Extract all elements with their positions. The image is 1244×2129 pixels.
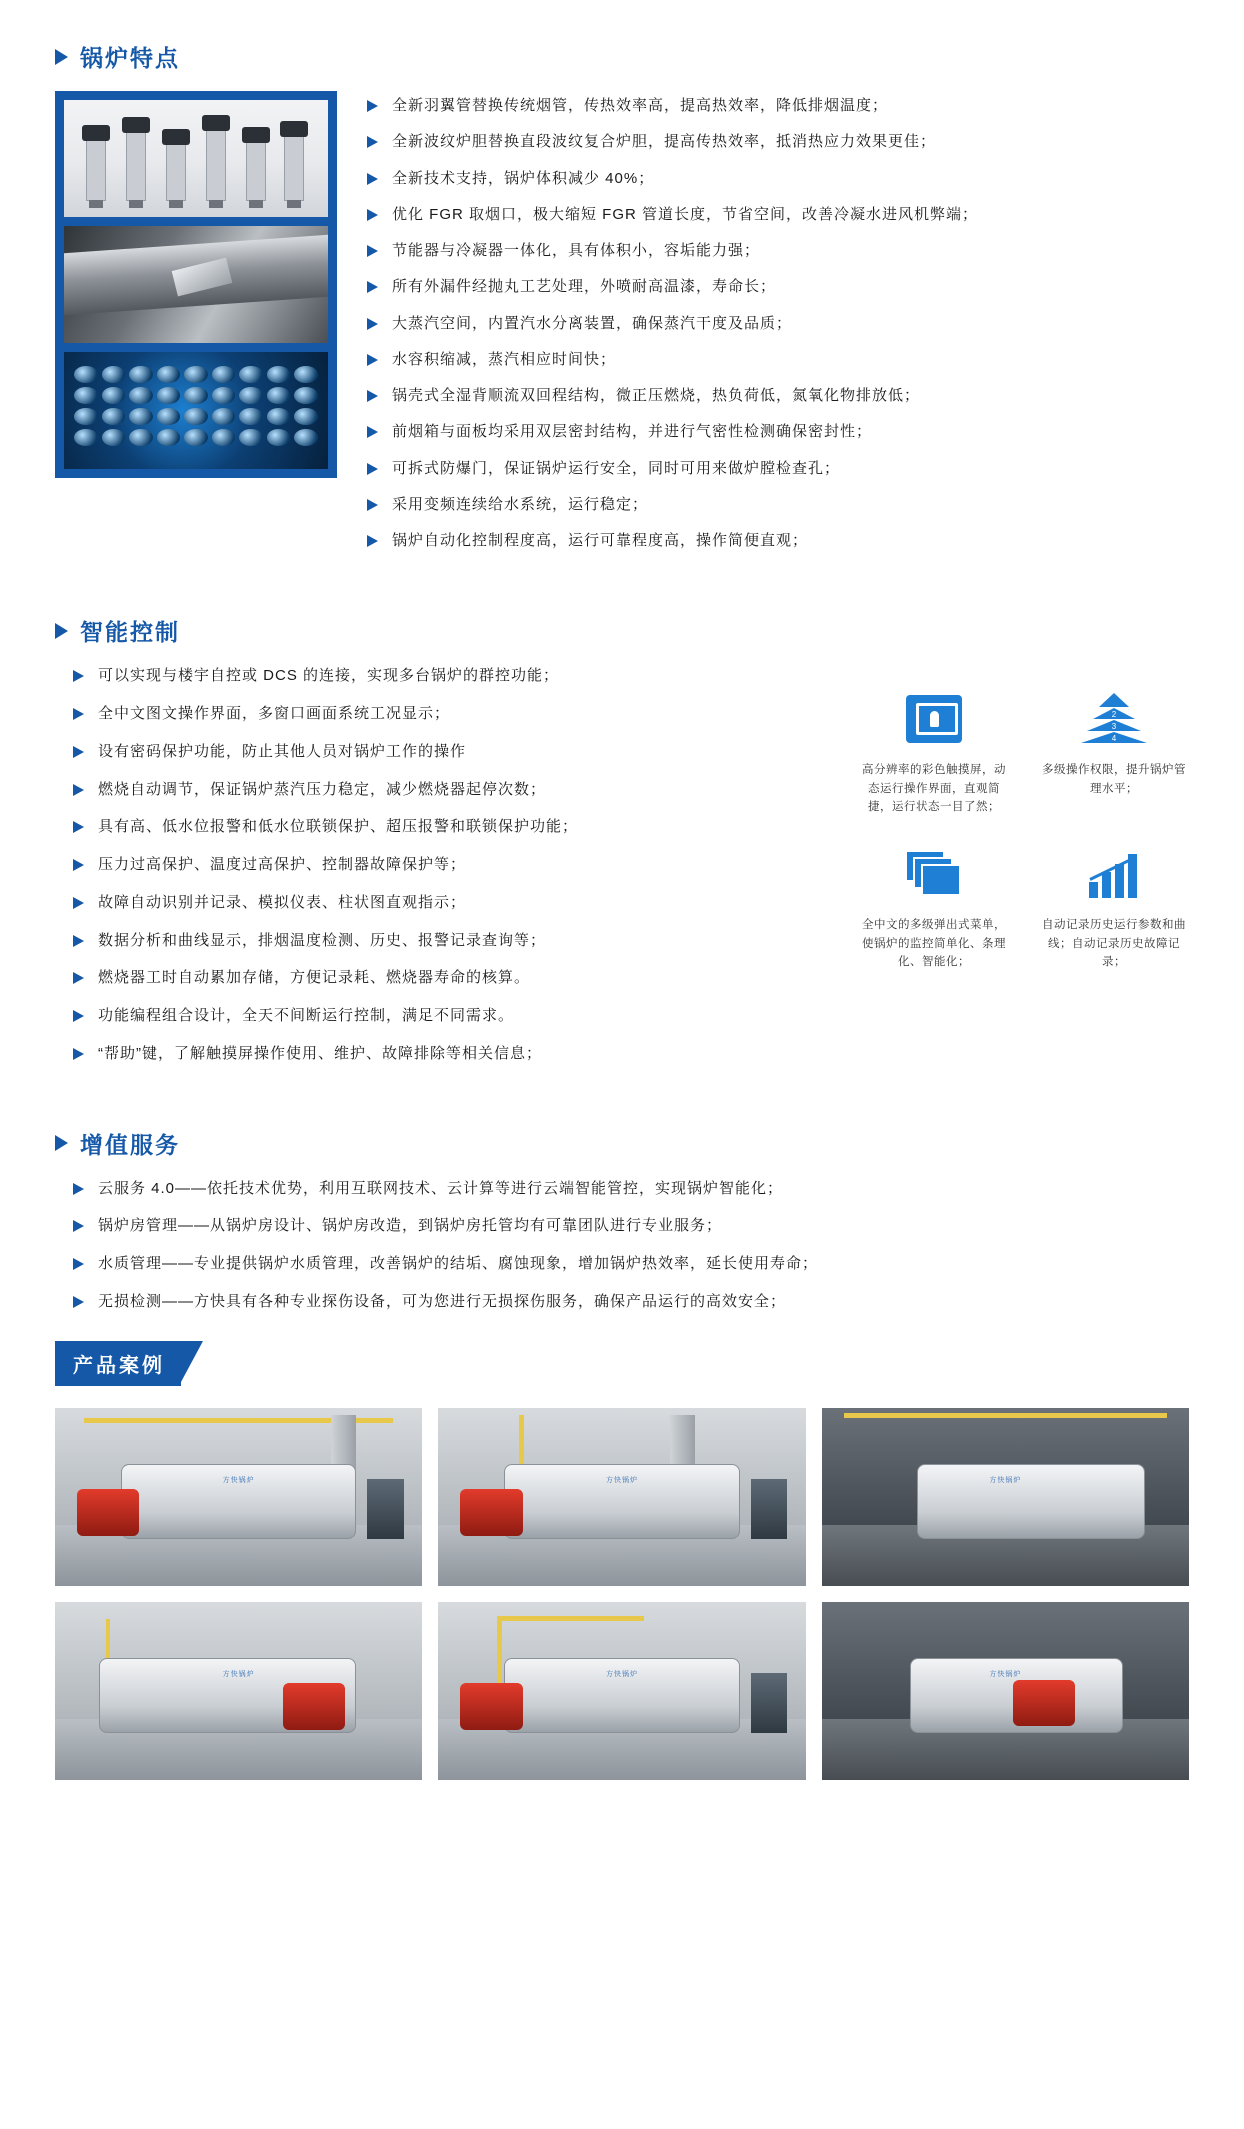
list-item: 数据分析和曲线显示，排烟温度检测、历史、报警记录查询等； xyxy=(73,930,839,952)
list-item: 云服务 4.0——依托技术优势，利用互联网技术、云计算等进行云端智能管控，实现锅炉智能化； xyxy=(73,1178,1189,1200)
list-item: 锅炉房管理——从锅炉房设计、锅炉房改造，到锅炉房托管均有可靠团队进行专业服务； xyxy=(73,1215,1189,1237)
triangle-bullet-icon xyxy=(73,1220,84,1232)
triangle-bullet-icon xyxy=(367,136,378,148)
triangle-bullet-icon xyxy=(367,535,378,547)
control-section-heading xyxy=(55,614,1189,647)
list-item: 故障自动识别并记录、模拟仪表、柱状图直观指示； xyxy=(73,892,839,914)
case-photo-4 xyxy=(55,1602,422,1780)
list-item: 所有外漏件经抛丸工艺处理，外喷耐高温漆，寿命长； xyxy=(367,276,1189,298)
pyramid-level-4: 4 xyxy=(1111,734,1117,744)
list-item: 锅炉自动化控制程度高，运行可靠程度高，操作简便直观； xyxy=(367,530,1189,552)
list-item: 无损检测——方快具有各种专业探伤设备，可为您进行无损探伤服务，确保产品运行的高效安全； xyxy=(73,1291,1189,1313)
triangle-bullet-icon xyxy=(73,1258,84,1270)
pyramid-level-2: 2 xyxy=(1111,710,1117,720)
product-case-banner: 产品案例 xyxy=(55,1341,181,1386)
control-icon-caption: 高分辨率的彩色触摸屏，动态运行操作界面，直观简捷，运行状态一目了然； xyxy=(862,764,1006,814)
brand-watermark: 方快锅炉 xyxy=(989,1671,1022,1679)
features-section-heading xyxy=(55,40,1189,73)
touchscreen-icon xyxy=(859,687,1009,751)
triangle-bullet-icon xyxy=(367,281,378,293)
control-icon-caption: 多级操作权限，提升锅炉管理水平； xyxy=(1042,764,1186,795)
control-icon-caption: 全中文的多级弹出式菜单，使锅炉的监控简单化、条理化、智能化； xyxy=(862,919,1006,969)
features-section xyxy=(55,91,1189,566)
case-photo-5 xyxy=(438,1602,805,1780)
triangle-bullet-icon xyxy=(73,859,84,871)
control-icon-card-menu xyxy=(859,842,1009,971)
triangle-bullet-icon xyxy=(367,245,378,257)
triangle-bullet-icon xyxy=(73,1048,84,1060)
triangle-bullet-icon xyxy=(73,708,84,720)
list-item: 全中文图文操作界面，多窗口画面系统工况显示； xyxy=(73,703,839,725)
value-title: 增值服务 xyxy=(80,1131,180,1158)
product-case-gallery xyxy=(55,1408,1189,1780)
triangle-bullet-icon xyxy=(367,354,378,366)
list-item: 功能编程组合设计，全天不间断运行控制，满足不同需求。 xyxy=(73,1005,839,1027)
control-list xyxy=(55,665,839,1080)
corrugated-furnace-photo xyxy=(64,226,328,343)
value-section-heading xyxy=(55,1127,1189,1160)
triangle-bullet-icon xyxy=(367,463,378,475)
triangle-bullet-icon xyxy=(367,100,378,112)
features-title: 锅炉特点 xyxy=(80,45,180,71)
triangle-bullet-icon xyxy=(73,746,84,758)
features-list xyxy=(367,91,1189,566)
triangle-bullet-icon xyxy=(55,49,68,65)
list-item: 具有高、低水位报警和低水位联锁保护、超压报警和联锁保护功能； xyxy=(73,816,839,838)
list-item: 设有密码保护功能，防止其他人员对锅炉工作的操作 xyxy=(73,741,839,763)
triangle-bullet-icon xyxy=(367,499,378,511)
control-icon-grid xyxy=(859,665,1189,971)
tube-holes-illustration xyxy=(74,366,318,455)
triangle-bullet-icon xyxy=(367,209,378,221)
list-item: 节能器与冷凝器一体化，具有体积小，容垢能力强； xyxy=(367,240,1189,262)
control-icon-caption: 自动记录历史运行参数和曲线；自动记录历史故障记录； xyxy=(1042,919,1186,969)
triangle-bullet-icon xyxy=(367,426,378,438)
list-item: 水质管理——专业提供锅炉水质管理，改善锅炉的结垢、腐蚀现象，增加锅炉热效率，延长使用寿命； xyxy=(73,1253,1189,1275)
brand-watermark: 方快锅炉 xyxy=(222,1477,255,1485)
control-icon-card-history xyxy=(1039,842,1189,971)
list-item: 全新羽翼管替换传统烟管，传热效率高，提高热效率，降低排烟温度； xyxy=(367,95,1189,117)
triangle-bullet-icon xyxy=(73,821,84,833)
history-curve-icon xyxy=(1039,842,1189,906)
list-item: 采用变频连续给水系统，运行稳定； xyxy=(367,494,1189,516)
pyramid-level-3: 3 xyxy=(1111,722,1117,732)
tube-sheet-photo xyxy=(64,352,328,469)
pyramid-levels-icon xyxy=(1039,687,1189,751)
triangle-bullet-icon xyxy=(73,935,84,947)
list-item: “帮助”键，了解触摸屏操作使用、维护、故障排除等相关信息； xyxy=(73,1043,839,1065)
list-item: 压力过高保护、温度过高保护、控制器故障保护等； xyxy=(73,854,839,876)
case-photo-3 xyxy=(822,1408,1189,1586)
control-section xyxy=(55,665,1189,1080)
brand-watermark: 方快锅炉 xyxy=(605,1671,638,1679)
triangle-bullet-icon xyxy=(367,173,378,185)
list-item: 前烟箱与面板均采用双层密封结构，并进行气密性检测确保密封性； xyxy=(367,421,1189,443)
triangle-bullet-icon xyxy=(73,670,84,682)
control-title: 智能控制 xyxy=(80,619,180,646)
triangle-bullet-icon xyxy=(55,623,68,639)
value-added-list xyxy=(55,1178,1189,1313)
list-item: 锅壳式全湿背顺流双回程结构，微正压燃烧，热负荷低，氮氧化物排放低； xyxy=(367,385,1189,407)
list-item: 全新波纹炉胆替换直段波纹复合炉胆，提高传热效率，抵消热应力效果更佳； xyxy=(367,131,1189,153)
triangle-bullet-icon xyxy=(367,318,378,330)
brand-watermark: 方快锅炉 xyxy=(222,1671,255,1679)
pump-array-photo xyxy=(64,100,328,217)
triangle-bullet-icon xyxy=(73,1296,84,1308)
triangle-bullet-icon xyxy=(73,1183,84,1195)
control-icon-card-touchscreen xyxy=(859,687,1009,816)
triangle-bullet-icon xyxy=(73,972,84,984)
list-item: 燃烧器工时自动累加存储，方便记录耗、燃烧器寿命的核算。 xyxy=(73,967,839,989)
brand-watermark: 方快锅炉 xyxy=(605,1477,638,1485)
list-item: 水容积缩减，蒸汽相应时间快； xyxy=(367,349,1189,371)
control-icon-card-pyramid xyxy=(1039,687,1189,816)
case-photo-2 xyxy=(438,1408,805,1586)
list-item: 可拆式防爆门，保证锅炉运行安全，同时可用来做炉膛检查孔； xyxy=(367,458,1189,480)
list-item: 可以实现与楼宇自控或 DCS 的连接，实现多台锅炉的群控功能； xyxy=(73,665,839,687)
case-photo-6 xyxy=(822,1602,1189,1780)
case-photo-1 xyxy=(55,1408,422,1586)
triangle-bullet-icon xyxy=(367,390,378,402)
list-item: 全新技术支持，锅炉体积减少 40%； xyxy=(367,168,1189,190)
list-item: 燃烧自动调节，保证锅炉蒸汽压力稳定，减少燃烧器起停次数； xyxy=(73,779,839,801)
triangle-bullet-icon xyxy=(73,784,84,796)
list-item: 大蒸汽空间，内置汽水分离装置，确保蒸汽干度及品质； xyxy=(367,313,1189,335)
list-item: 优化 FGR 取烟口，极大缩短 FGR 管道长度，节省空间，改善冷凝水进风机弊端； xyxy=(367,204,1189,226)
pump-group-illustration xyxy=(64,100,328,217)
triangle-bullet-icon xyxy=(73,1010,84,1022)
menu-documents-icon xyxy=(859,842,1009,906)
triangle-bullet-icon xyxy=(73,897,84,909)
triangle-bullet-icon xyxy=(55,1135,68,1151)
brand-watermark: 方快锅炉 xyxy=(989,1477,1022,1485)
feature-photo-column xyxy=(55,91,337,478)
